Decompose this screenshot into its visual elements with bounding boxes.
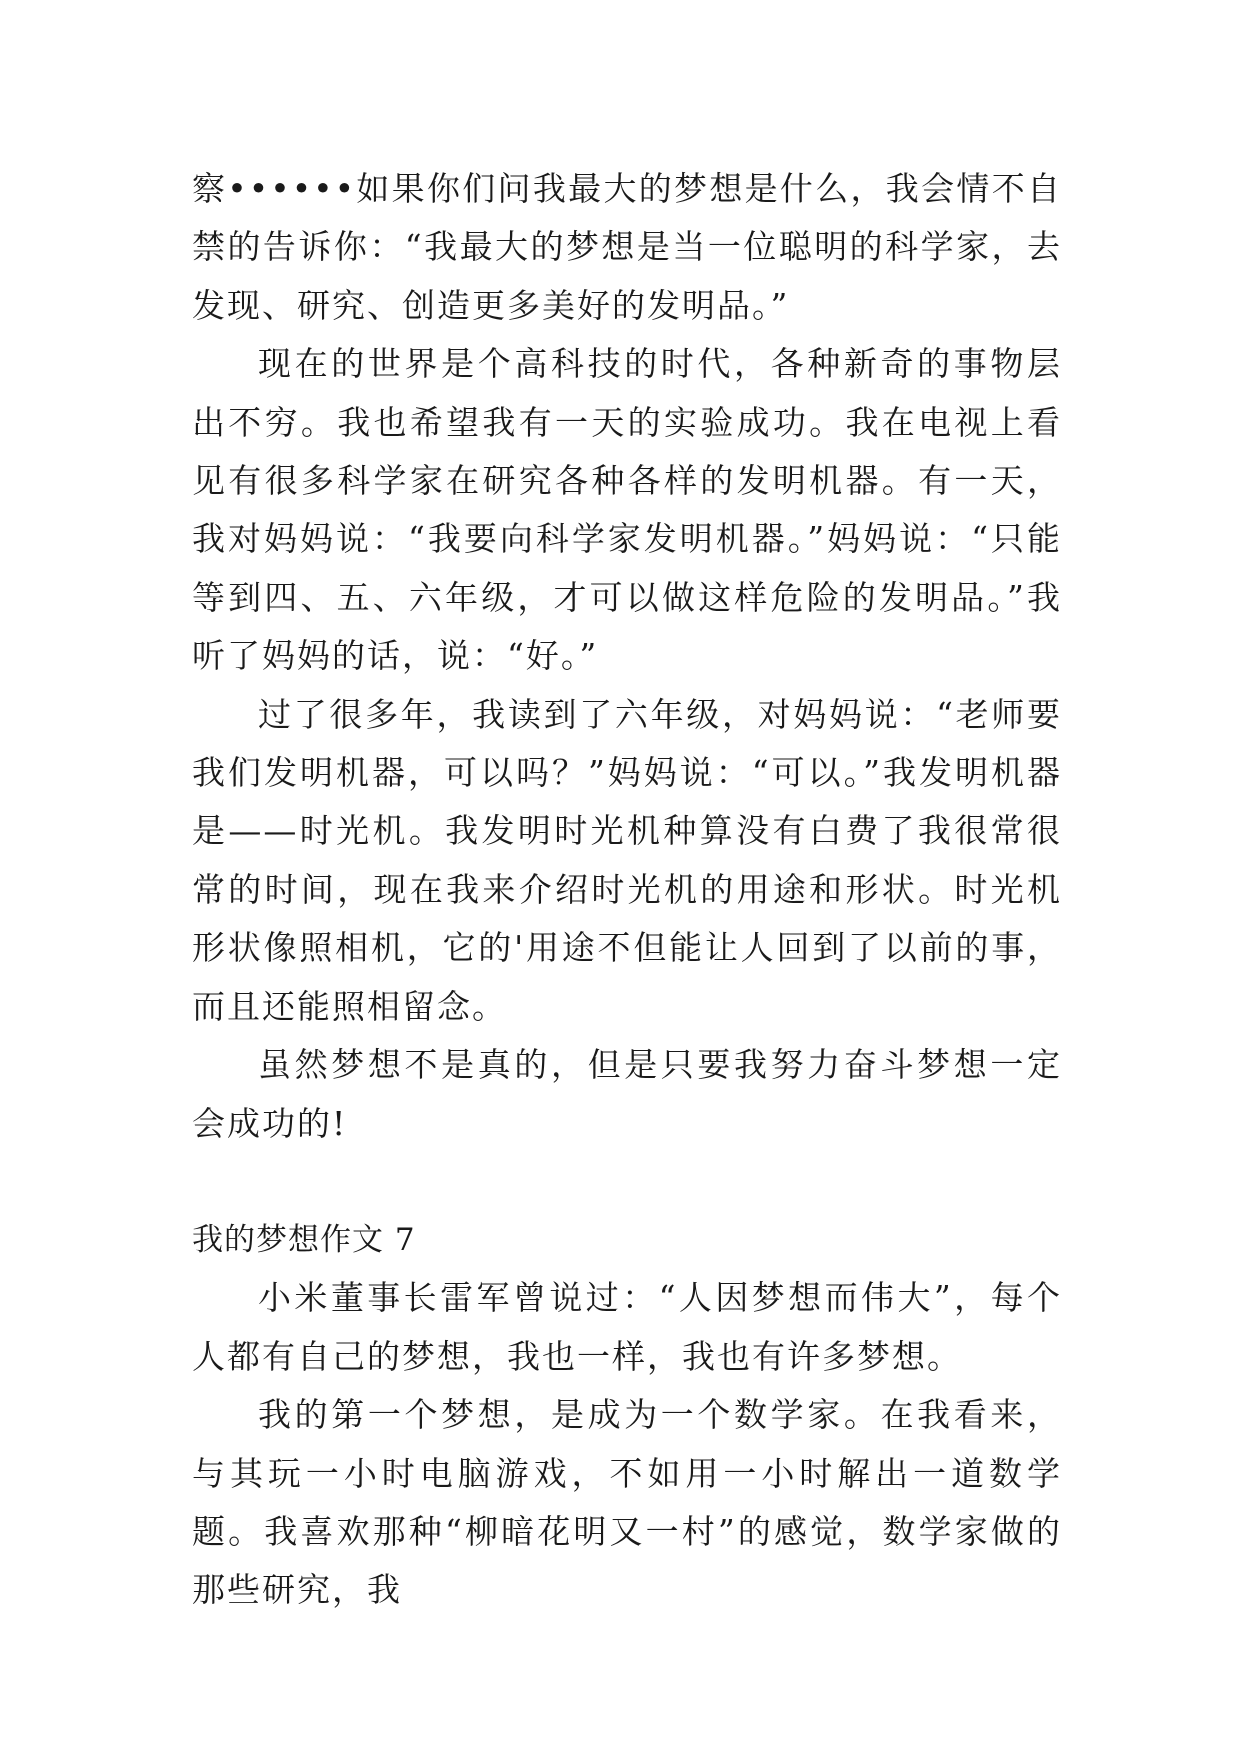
paragraph-opening: 察••••••如果你们问我最大的梦想是什么，我会情不自禁的告诉你：“我最大的梦想是当一位聪明的科学家，去发现、研究、创造更多美好的发明品。” <box>192 169 1062 325</box>
paragraph-lei-jun-quote: 小米董事长雷军曾说过：“人因梦想而伟大”，每个人都有自己的梦想，我也一样，我也有许多梦想。 <box>192 1278 1062 1376</box>
paragraph-mathematician-dream: 我的第一个梦想，是成为一个数学家。在我看来，与其玩一小时电脑游戏，不如用一小时解出一道数学题。我喜欢那种“柳暗花明又一村”的感觉，数学家做的那些研究，我 <box>192 1395 1062 1610</box>
paragraph-time-machine: 过了很多年，我读到了六年级，对妈妈说：“老师要我们发明机器，可以吗？”妈妈说：“可以。”我发明机器是——时光机。我发明时光机种算没有白费了我很常很常的时间，现在我来介绍时光机的用途和形状。时光机形状像照相机，它的'用途不但能让人回到了以前的事，而且还能照相留念。 <box>192 694 1062 1026</box>
paragraph-high-tech-era: 现在的世界是个高科技的时代，各种新奇的事物层出不穷。我也希望我有一天的实验成功。我在电视上看见有很多科学家在研究各种各样的发明机器。有一天，我对妈妈说：“我要向科学家发明机器。”妈妈说：“只能等到四、五、六年级，才可以做这样危险的发明品。”我听了妈妈的话，说：“好。” <box>192 344 1062 676</box>
paragraph-conclusion: 虽然梦想不是真的，但是只要我努力奋斗梦想一定会成功的! <box>192 1045 1062 1143</box>
essay-title: 我的梦想作文 7 <box>192 1221 416 1258</box>
section-gap <box>192 1153 1062 1211</box>
document-body <box>192 160 1062 1620</box>
